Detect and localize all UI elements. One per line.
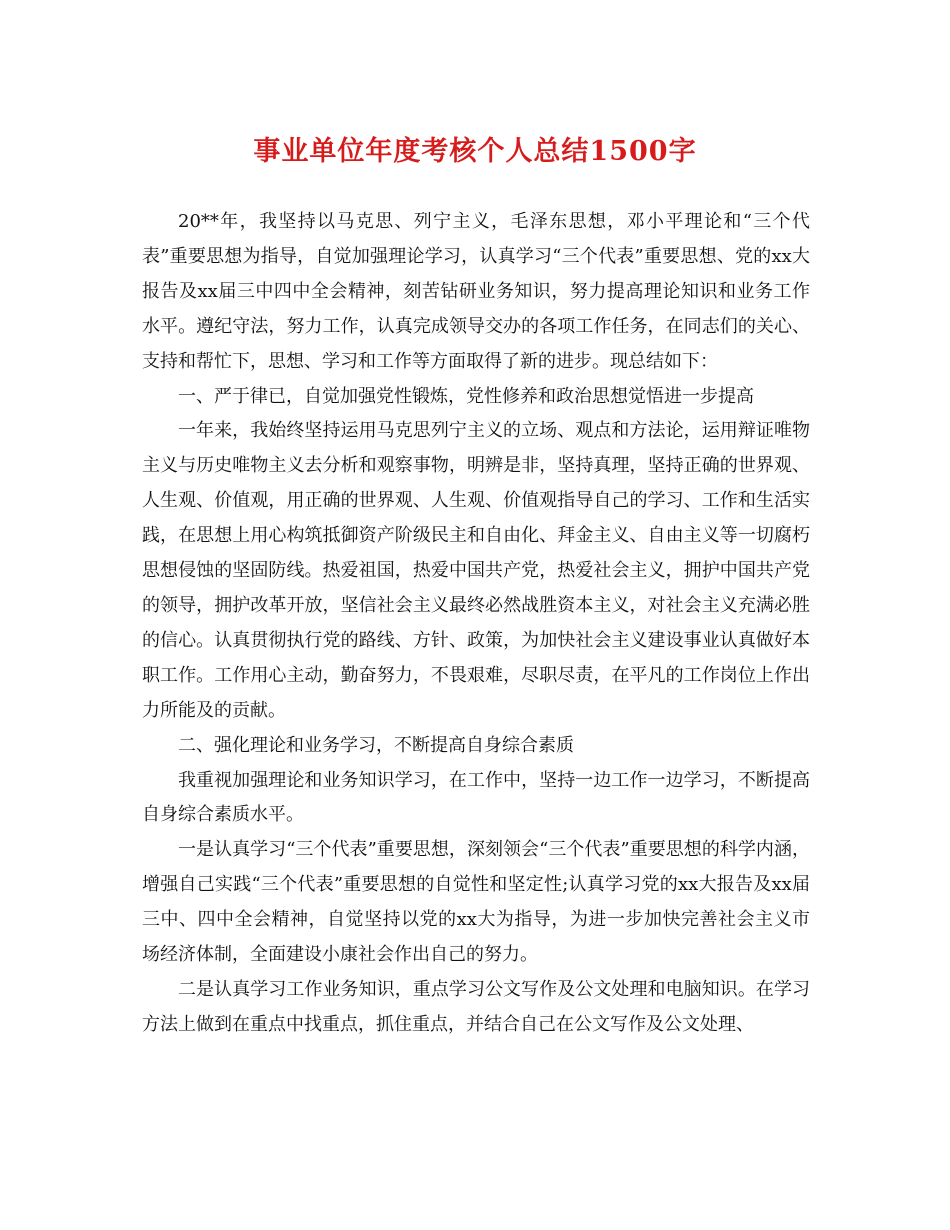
document-body	[142, 205, 810, 1043]
section-heading-2: 二、强化理论和业务学习，不断提高自身综合素质	[178, 734, 574, 756]
paragraph-intro: 20**年，我坚持以马克思、列宁主义，毛泽东思想，邓小平理论和“三个代表”重要思想为指导，自觉加强理论学习，认真学习“三个代表”重要思想、党的xx大报告及xx届三中四中全会精神，刻苦钻研业务知识，努力提高理论知识和业务工作水平。遵纪守法，努力工作，认真完成领导交办的各项工作任务，在同志们的关心、支持和帮忙下，思想、学习和工作等方面取得了新的进步。现总结如下：	[142, 211, 810, 372]
paragraph-point-1: 一是认真学习“三个代表”重要思想，深刻领会“三个代表”重要思想的科学内涵，增强自己实践“三个代表”重要思想的自觉性和坚定性;认真学习党的xx大报告及xx届三中、四中全会精神，自觉坚持以党的xx大为指导，为进一步加快完善社会主义市场经济体制，全面建设小康社会作出自己的努力。	[142, 839, 810, 966]
paragraph-point-2: 二是认真学习工作业务知识，重点学习公文写作及公文处理和电脑知识。在学习方法上做到在重点中找重点，抓住重点，并结合自己在公文写作及公文处理、	[142, 978, 810, 1035]
page-title: 事业单位年度考核个人总结1500字	[253, 136, 697, 167]
section-heading-1: 一、严于律已，自觉加强党性锻炼，党性修养和政治思想觉悟进一步提高	[178, 385, 754, 407]
paragraph-section-1: 一年来，我始终坚持运用马克思列宁主义的立场、观点和方法论，运用辩证唯物主义与历史唯物主义去分析和观察事物，明辨是非，坚持真理，坚持正确的世界观、人生观、价值观，用正确的世界观、人生观、价值观指导自己的学习、工作和生活实践，在思想上用心构筑抵御资产阶级民主和自由化、拜金主义、自由主义等一切腐朽思想侵蚀的坚固防线。热爱祖国，热爱中国共产党，热爱社会主义，拥护中国共产党的领导，拥护改革开放，坚信社会主义最终必然战胜资本主义，对社会主义充满必胜的信心。认真贯彻执行党的路线、方针、政策，为加快社会主义建设事业认真做好本职工作。工作用心主动，勤奋努力，不畏艰难，尽职尽责，在平凡的工作岗位上作出力所能及的贡献。	[142, 420, 810, 721]
paragraph-section-2: 我重视加强理论和业务知识学习，在工作中，坚持一边工作一边学习，不断提高自身综合素质水平。	[142, 769, 810, 826]
